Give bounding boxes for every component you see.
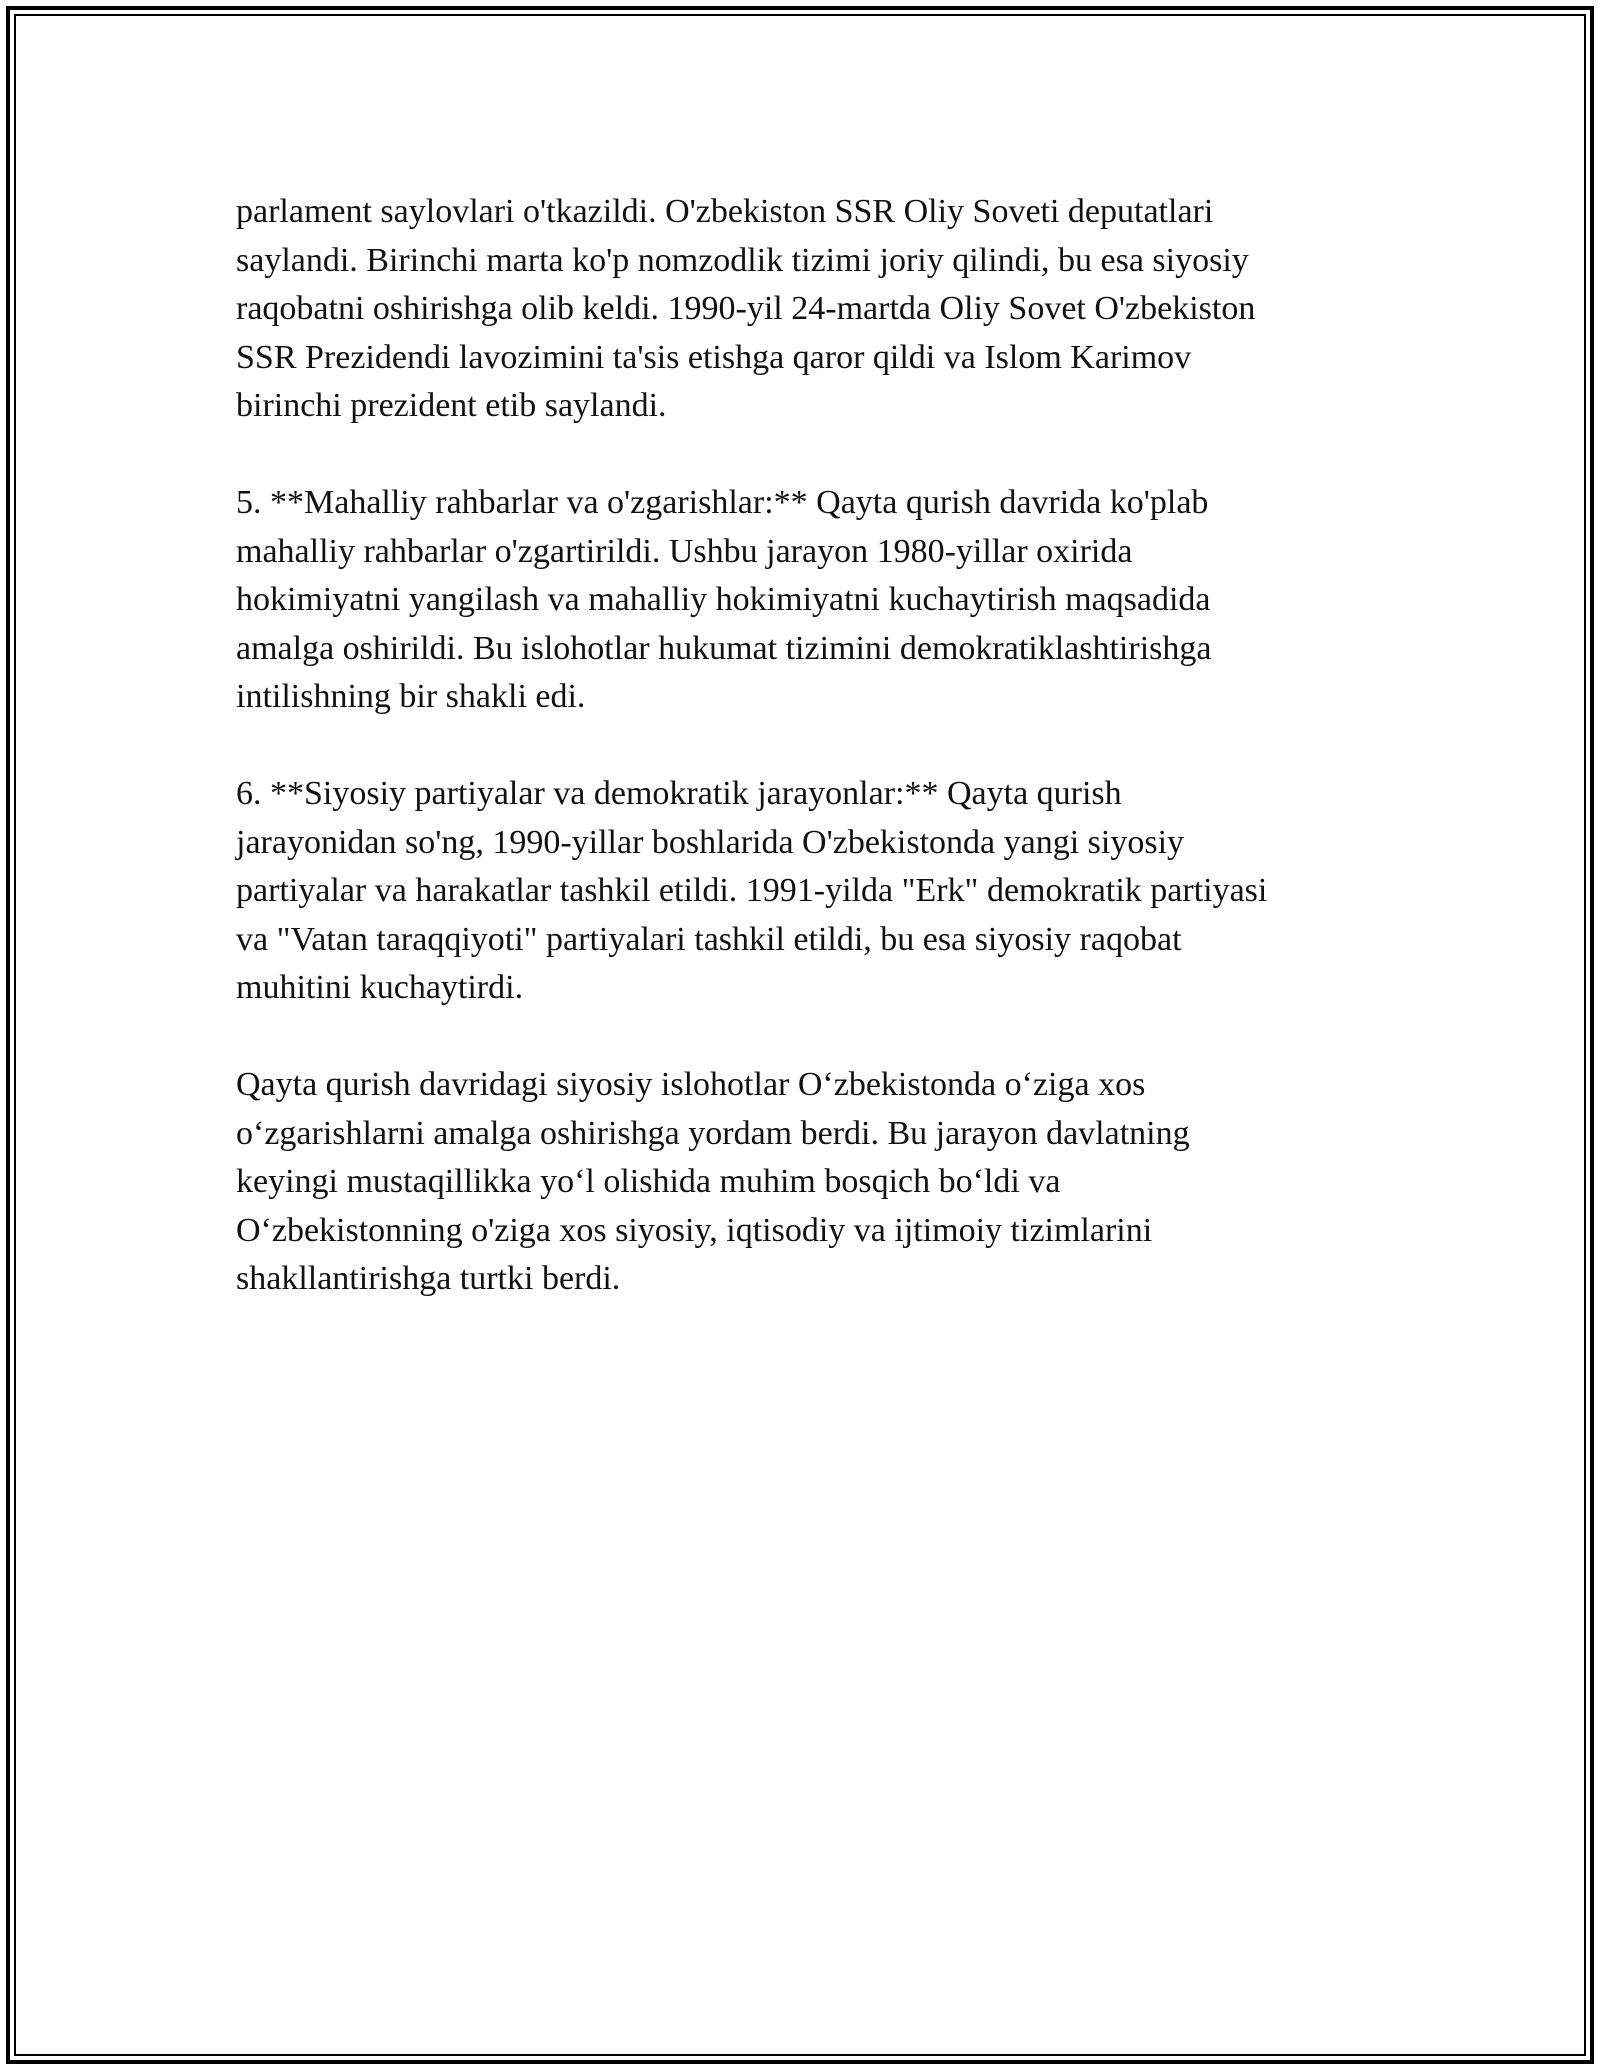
text-line: muhitini kuchaytirdi. [236, 969, 524, 1006]
text-line: o‘zgarishlarni amalga oshirishga yordam berdi. Bu jarayon davlatning [236, 1114, 1190, 1152]
text-line: partiyalar va harakatlar tashkil etildi. 1991-yilda "Erk" demokratik partiyasi [236, 872, 1268, 909]
text-line: shakllantirishga turtki berdi. [236, 1260, 621, 1297]
text-line: O‘zbekistonning o'ziga xos siyosiy, iqtisodiy va ijtimoiy tizimlarini [236, 1211, 1153, 1249]
text-line: intilishning bir shakli edi. [236, 678, 586, 715]
paragraph-political-parties [236, 770, 1366, 1013]
text-line: va "Vatan taraqqiyoti" partiyalari tashkil etildi, bu esa siyosiy raqobat [236, 920, 1182, 958]
text-line: hokimiyatni yangilash va mahalliy hokimiyatni kuchaytirish maqsadida [236, 581, 1211, 618]
text-line: birinchi prezident etib saylandi. [236, 387, 667, 424]
paragraph-elections [236, 188, 1366, 431]
text-line: 6. **Siyosiy partiyalar va demokratik jarayonlar:** Qayta qurish [236, 775, 1122, 812]
text-line: jarayonidan so'ng, 1990-yillar boshlarida O'zbekistonda yangi siyosiy [236, 823, 1185, 861]
text-line: raqobatni oshirishga olib keldi. 1990-yil 24-martda Oliy Sovet O'zbekiston [236, 290, 1256, 327]
text-line: parlament saylovlari o'tkazildi. O'zbekiston SSR Oliy Soveti deputatlari [236, 193, 1214, 230]
document-body [236, 188, 1366, 1352]
text-line: Qayta qurish davridagi siyosiy islohotlar O‘zbekistonda o‘ziga xos [236, 1066, 1146, 1103]
paragraph-conclusion [236, 1061, 1366, 1304]
text-line: amalga oshirildi. Bu islohotlar hukumat tizimini demokratiklashtirishga [236, 629, 1212, 667]
text-line: keyingi mustaqillikka yo‘l olishida muhim bosqich bo‘ldi va [236, 1163, 1061, 1200]
text-line: saylandi. Birinchi marta ko'p nomzodlik tizimi joriy qilindi, bu esa siyosiy [236, 241, 1249, 279]
text-line: mahalliy rahbarlar o'zgartirildi. Ushbu jarayon 1980-yillar oxirida [236, 532, 1133, 570]
paragraph-local-leaders [236, 479, 1366, 722]
text-line: SSR Prezidendi lavozimini ta'sis etishga qaror qildi va Islom Karimov [236, 338, 1192, 376]
text-line: 5. **Mahalliy rahbarlar va o'zgarishlar:** Qayta qurish davrida ko'plab [236, 484, 1209, 521]
